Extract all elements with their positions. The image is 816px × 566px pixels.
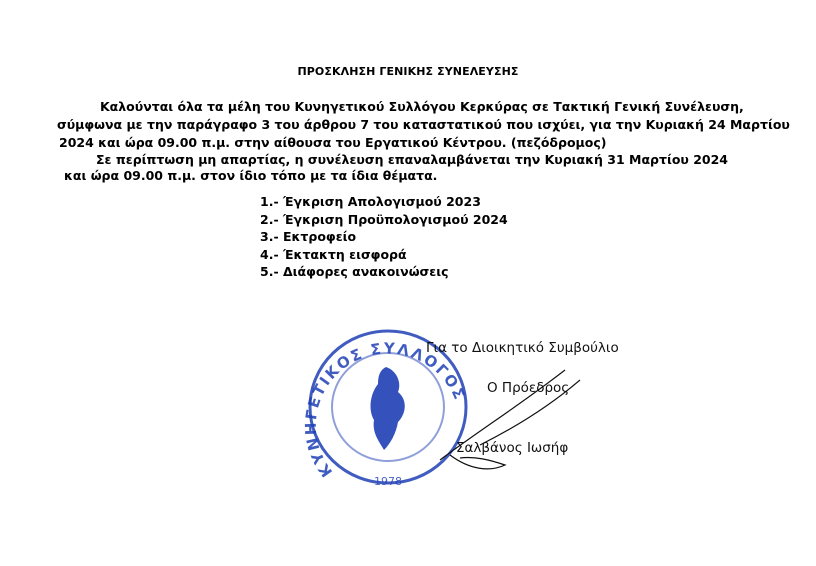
document-title: ΠΡΟΣΚΛΗΣΗ ΓΕΝΙΚΗΣ ΣΥΝΕΛΕΥΣΗΣ: [297, 65, 519, 78]
stamp-text: ΚΥΝΗΓΕΤΙΚΟΣ ΣΥΛΛΟΓΟΣ: [301, 339, 470, 481]
corfu-island-shape: [371, 367, 405, 450]
body-line: 2024 και ώρα 09.00 π.μ. στην αίθουσα του Εργατικού Κέντρου. (πεζόδρομος): [59, 135, 607, 150]
agenda-item: 4.- Έκτακτη εισφορά: [260, 246, 407, 262]
board-label: Για το Διοικητικό Συμβούλιο: [426, 340, 619, 356]
invitation-body: [50, 98, 790, 185]
president-name: Σαλβάνος Ιωσήφ: [456, 440, 569, 456]
agenda-item: 2.- Έγκριση Προϋπολογισμού 2024: [260, 211, 508, 227]
handwritten-signature: [420, 360, 610, 490]
president-role: Ο Πρόεδρος: [487, 380, 570, 396]
agenda-item: 3.- Εκτροφείο: [260, 229, 357, 244]
agenda-list: [260, 193, 508, 281]
agenda-item: 5.- Διάφορες ανακοινώσεις: [260, 264, 449, 279]
body-line: και ώρα 09.00 π.μ. στον ίδιο τόπο με τα ίδια θέματα.: [64, 168, 438, 183]
stamp-year: 1978: [374, 475, 402, 488]
agenda-item: 1.- Έγκριση Απολογισμού 2023: [260, 194, 481, 209]
body-line: Σε περίπτωση μη απαρτίας, η συνέλευση επαναλαμβάνεται την Κυριακή 31 Μαρτίου 2024: [96, 152, 729, 167]
body-line: Καλούνται όλα τα μέλη του Κυνηγετικού Συλλόγου Κερκύρας σε Τακτική Γενική Συνέλευση,: [100, 99, 744, 114]
body-line: σύμφωνα με την παράγραφο 3 του άρθρου 7 του καταστατικού που ισχύει, για την Κυριακή 24 Μαρτίου: [57, 117, 790, 132]
